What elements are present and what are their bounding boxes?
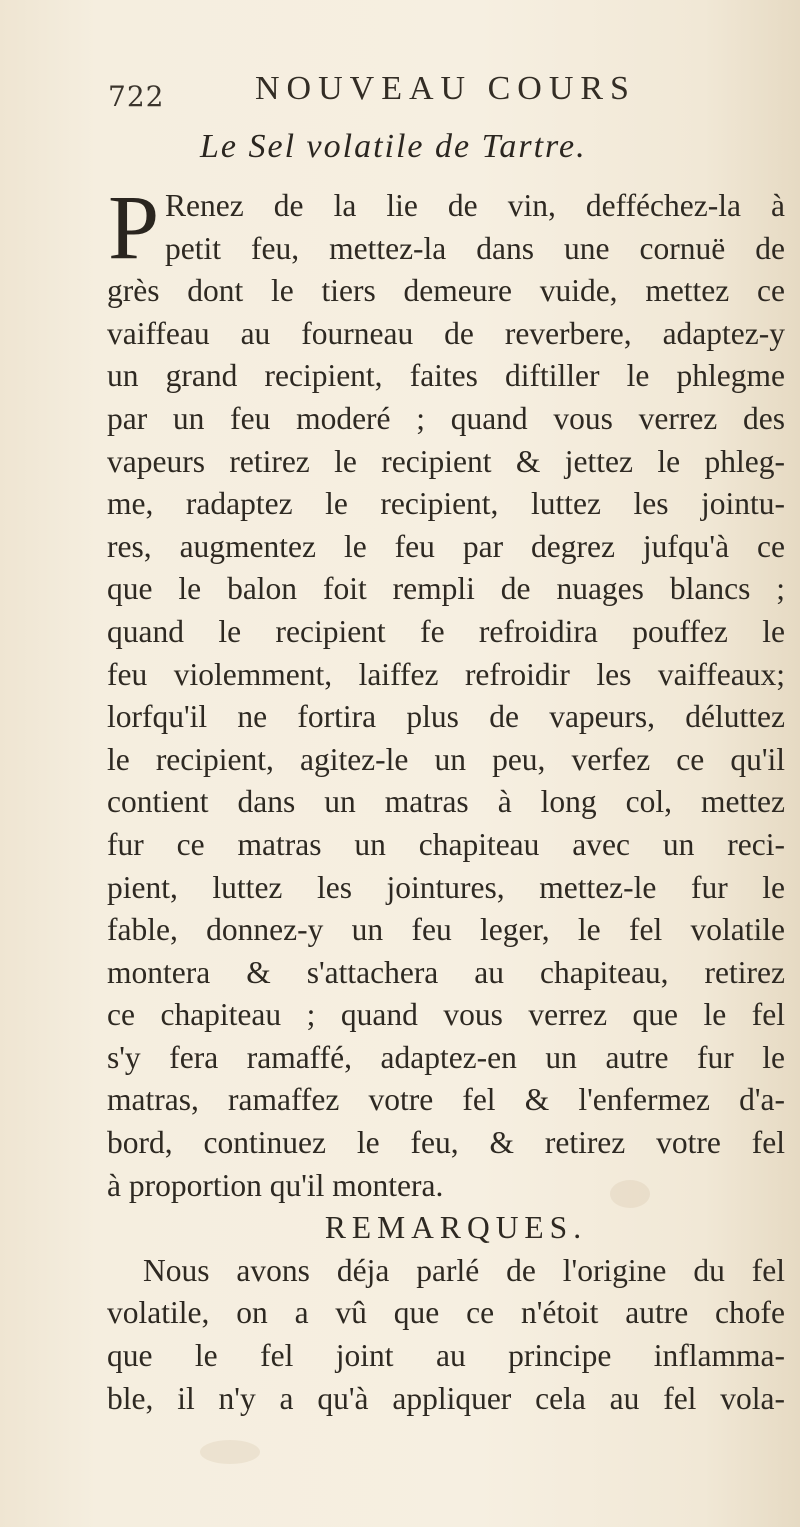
text-line: un grand recipient, faites diftiller le phlegme [107, 358, 785, 394]
text-line: me, radaptez le recipient, luttez les jointu- [107, 486, 785, 522]
text-line: vaiffeau au fourneau de reverbere, adaptez-y [107, 315, 785, 351]
text-line: contient dans un matras à long col, mettez [107, 784, 785, 820]
section-title: Le Sel volatile de Tartre. [200, 128, 587, 165]
text-line: fable, donnez-y un feu leger, le fel volatile [107, 912, 785, 948]
text-line: volatile, on a vû que ce n'étoit autre chofe [107, 1295, 785, 1331]
text-line: fur ce matras un chapiteau avec un reci- [107, 826, 785, 862]
running-head: NOUVEAU COURS [255, 70, 636, 107]
main-text [107, 176, 785, 1420]
text-line: que le fel joint au principe inflamma- [107, 1338, 785, 1374]
text-line: le recipient, agitez-le un peu, verfez ce qu'il [107, 741, 785, 777]
text-line: par un feu moderé ; quand vous verrez des [107, 400, 785, 436]
text-line: que le balon foit rempli de nuages blancs ; [107, 571, 785, 607]
text-line: quand le recipient fe refroidira pouffez le [107, 613, 785, 649]
text-line: feu violemment, laiffez refroidir les vaiffeaux; [107, 656, 785, 692]
text-line: bord, continuez le feu, & retirez votre fel [107, 1125, 785, 1161]
text-line: vapeurs retirez le recipient & jettez le phleg- [107, 443, 785, 479]
text-line: ce chapiteau ; quand vous verrez que le fel [107, 997, 785, 1033]
text-line: matras, ramaffez votre fel & l'enfermez d'a- [107, 1082, 785, 1118]
drop-cap: P [108, 176, 160, 278]
text-line: pient, luttez les jointures, mettez-le fur le [107, 869, 785, 905]
text-line: ble, il n'y a qu'à appliquer cela au fel vola- [107, 1380, 785, 1416]
text-line: petit feu, mettez-la dans une cornuë de [165, 230, 785, 266]
page-number: 722 [108, 80, 165, 113]
text-line: s'y fera ramaffé, adaptez-en un autre fur le [107, 1039, 785, 1075]
text-line: res, augmentez le feu par degrez jufqu'à ce [107, 528, 785, 564]
remarques-heading: REMARQUES. [324, 1210, 588, 1246]
paper-stain [200, 1440, 260, 1464]
text-line: Renez de la lie de vin, defféchez-la à [165, 188, 785, 223]
text-line: grès dont le tiers demeure vuide, mettez ce [107, 273, 785, 309]
text-line: à proportion qu'il montera. [107, 1167, 444, 1203]
text-line: lorfqu'il ne fortira plus de vapeurs, déluttez [107, 699, 785, 735]
text-line: Nous avons déja parlé de l'origine du fel [143, 1252, 785, 1288]
text-line: montera & s'attachera au chapiteau, retirez [107, 954, 785, 990]
